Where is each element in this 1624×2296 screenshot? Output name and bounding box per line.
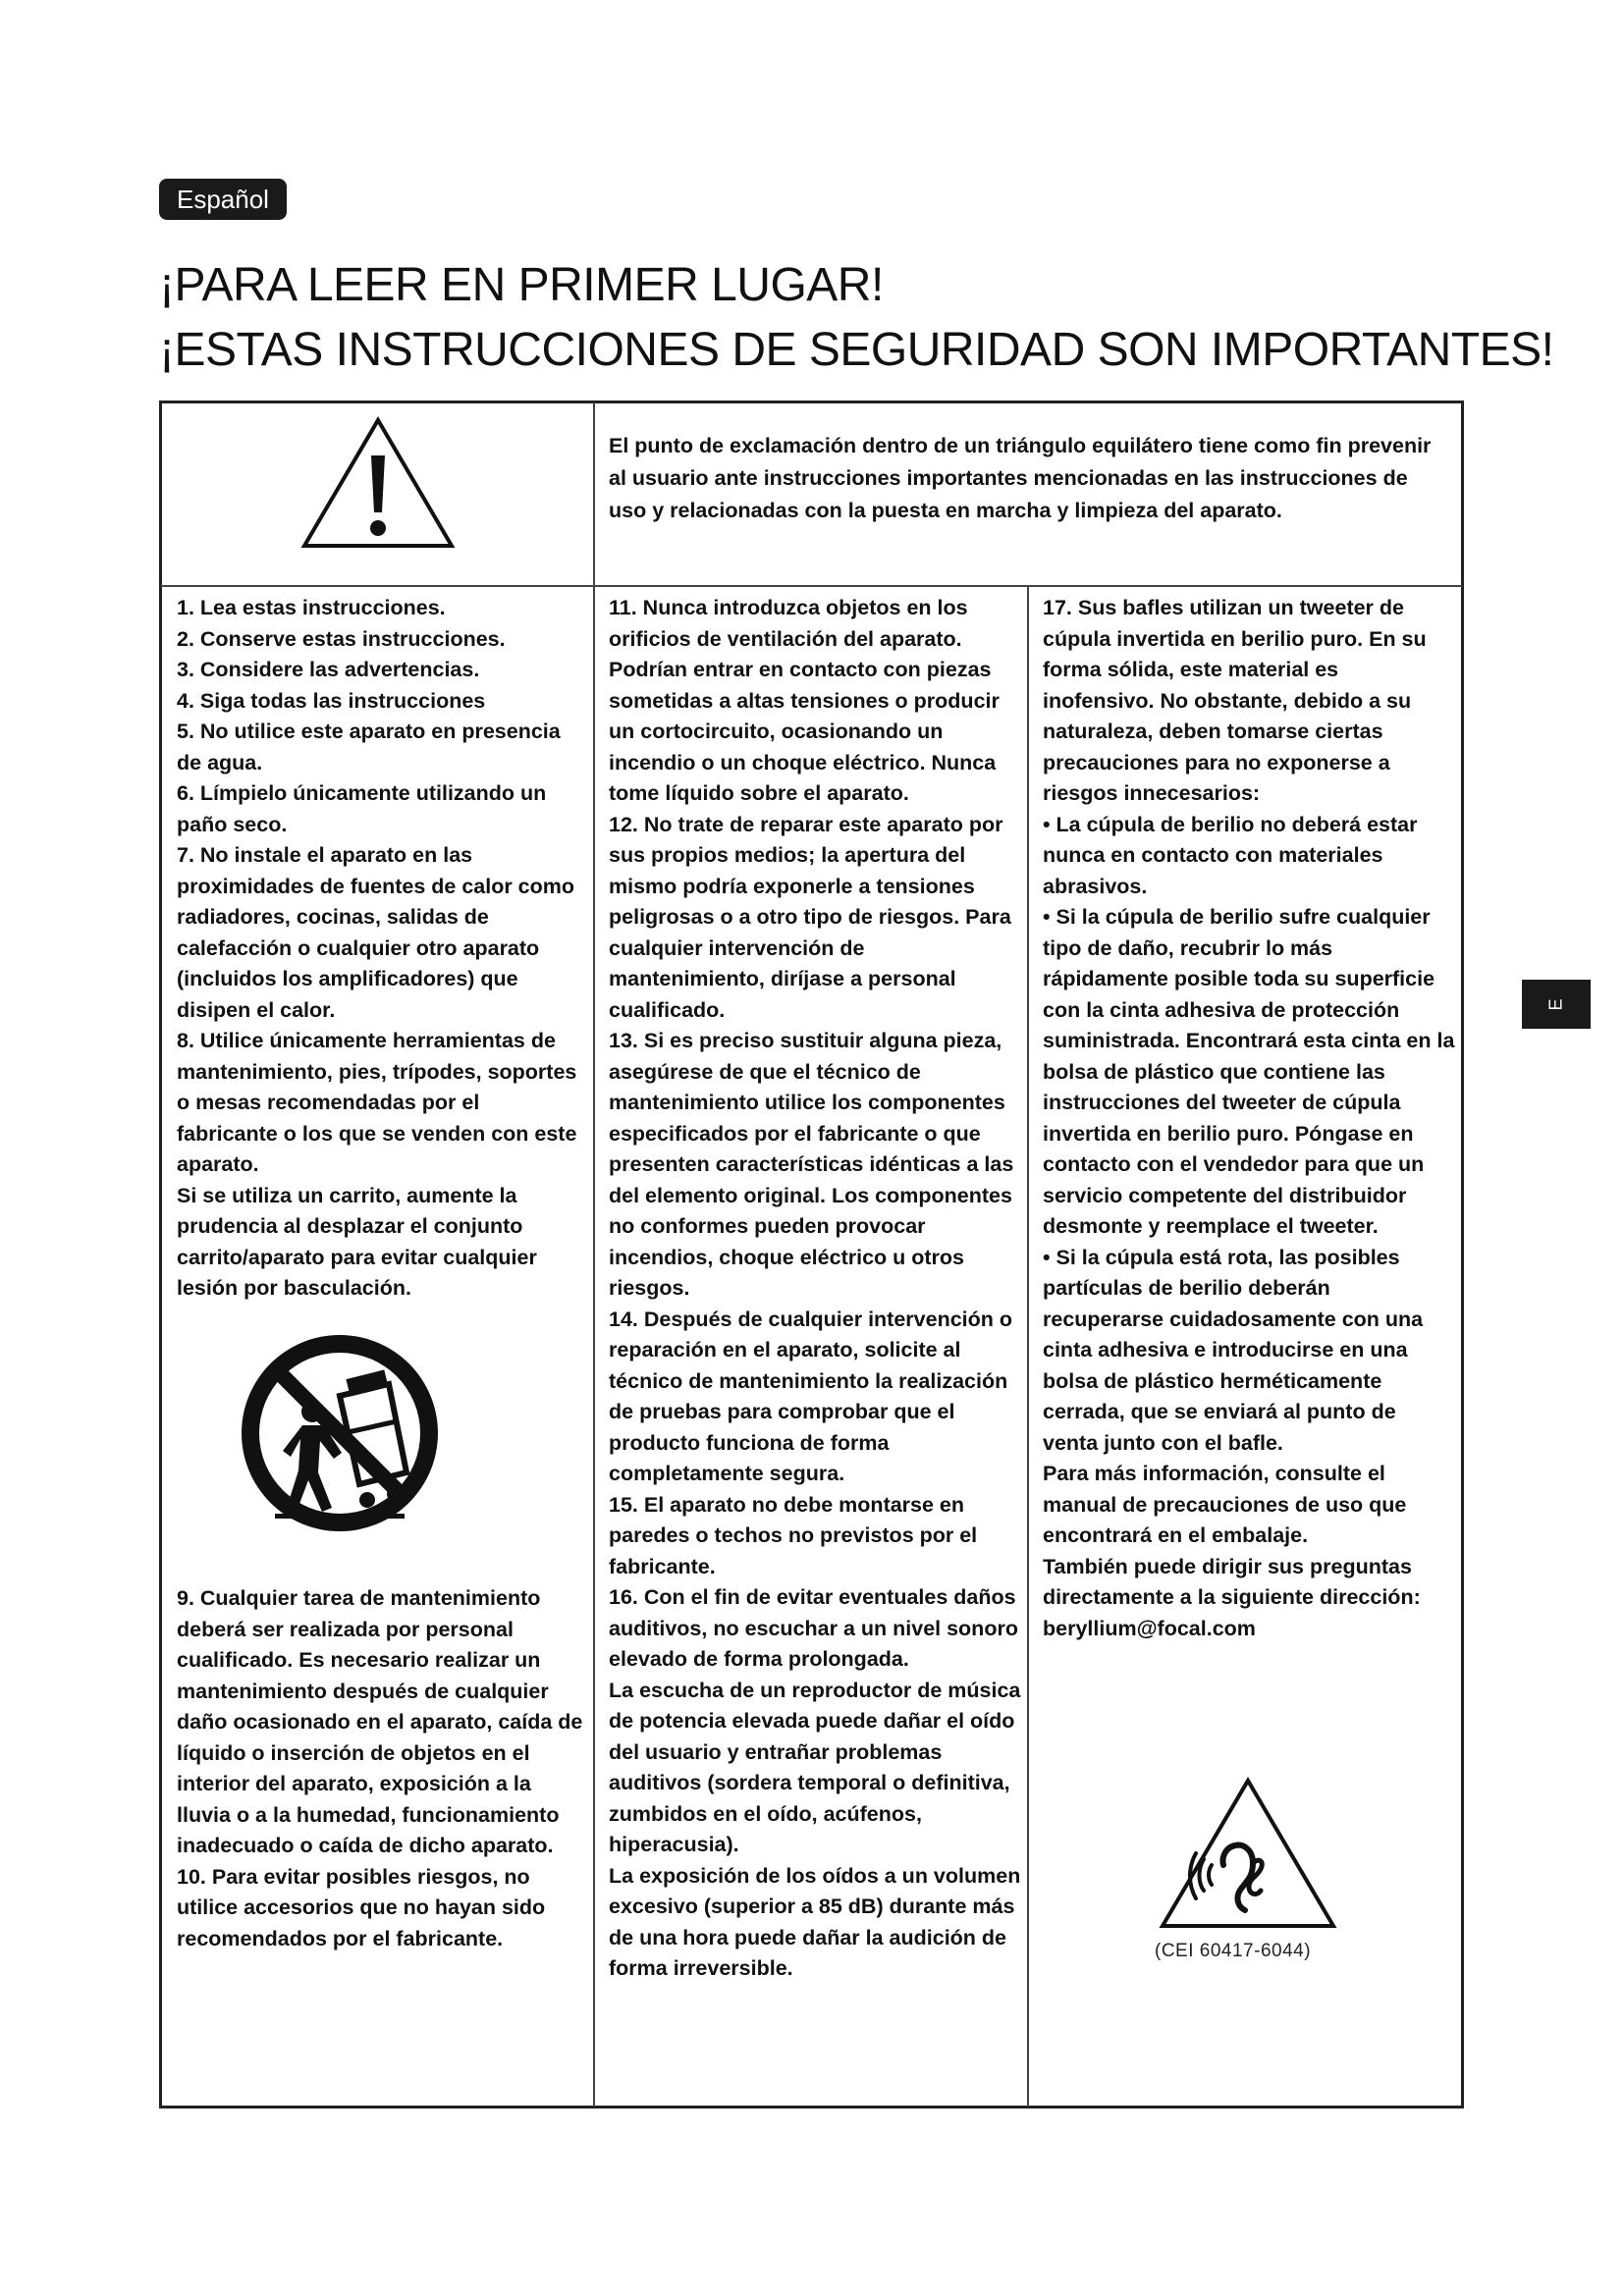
instruction-item: 10. Para evitar posibles riesgos, no utilice accesorios que no hayan sido recomendados por el fabricante. — [177, 1864, 546, 1950]
cart-tip-over-warning-icon — [242, 1335, 438, 1531]
instructions-column-3 — [1043, 593, 1455, 1644]
table-divider — [1027, 585, 1029, 2107]
instruction-item: 12. No trate de reparar este aparato por sus propios medios; la apertura del mismo podría exponerle a tensiones peligrosas o a otro tipo de riesgos. Para cualquier intervención de mantenimiento, diríjase a personal cualificado. — [609, 812, 1011, 1022]
language-badge: Español — [159, 179, 287, 220]
instruction-item: 17. Sus bafles utilizan un tweeter de cúpula invertida en berilio puro. En su forma sólida, este material es inofensivo. No obstante, debido a su naturaleza, deben tomarse ciertas precauciones para no exponerse a riesgos innecesarios: — [1043, 596, 1427, 805]
instruction-item: 11. Nunca introduzca objetos en los orificios de ventilación del aparato. Podrían entrar en contacto con piezas sometidas a altas tensiones o producir un cortocircuito, ocasionando un incendio o un choque eléctrico. Nunca tome líquido sobre el aparato. — [609, 596, 1000, 805]
instruction-item: 7. No instale el aparato en las proximidades de fuentes de calor como radiadores, cocinas, salidas de calefacción o cualquier otro aparato (incluidos los amplificadores) que disipen el calor. — [177, 843, 575, 1022]
instruction-item: 1. Lea estas instrucciones. — [177, 596, 446, 619]
instruction-item: 3. Considere las advertencias. — [177, 658, 480, 681]
instruction-item: 9. Cualquier tarea de mantenimiento deberá ser realizada por personal cualificado. Es necesario realizar un mantenimiento después de cualquier daño ocasionado en el aparato, caída de líquido o inserción de objetos en el interior del aparato, exposición a la lluvia o a la humedad, funcionamiento inadecuado o caída de dicho aparato. — [177, 1586, 583, 1857]
instructions-column-1-bottom — [177, 1583, 584, 1954]
side-tab-label: E — [1545, 997, 1566, 1011]
table-divider — [593, 402, 595, 2107]
instructions-column-1 — [177, 593, 584, 1305]
instruction-item: También puede dirigir sus preguntas directamente a la siguiente dirección: beryllium@focal.com — [1043, 1554, 1421, 1640]
instruction-item: 6. Límpielo únicamente utilizando un paño seco. — [177, 781, 547, 836]
instruction-item: La escucha de un reproductor de música de potencia elevada puede dañar el oído del usuario y entrañar problemas auditivos (sordera temporal o definitiva, zumbidos en el oído, acúfenos, hiperacusia). — [609, 1678, 1021, 1856]
table-divider — [161, 585, 1462, 587]
instruction-item: • Si la cúpula está rota, las posibles partículas de berilio deberán recuperarse cuidadosamente con una cinta adhesiva e introducirse en una bolsa de plástico herméticamente cerrada, que se enviará al punto de venta junto con el bafle. — [1043, 1245, 1424, 1455]
warning-triangle-icon — [295, 414, 461, 552]
instruction-item: La exposición de los oídos a un volumen excesivo (superior a 85 dB) durante más de una hora puede dañar la audición de forma irreversible. — [609, 1863, 1021, 1980]
title-line-1: ¡PARA LEER EN PRIMER LUGAR! — [159, 259, 884, 311]
hearing-icon-caption: (CEI 60417-6044) — [1155, 1941, 1312, 1961]
instruction-item: 15. El aparato no debe montarse en paredes o techos no previstos por el fabricante. — [609, 1492, 978, 1578]
instruction-item: Si se utiliza un carrito, aumente la prudencia al desplazar el conjunto carrito/aparato para evitar cualquier lesión por basculación. — [177, 1183, 537, 1300]
page-title — [159, 253, 1554, 383]
instruction-item: • Si la cúpula de berilio sufre cualquier tipo de daño, recubrir lo más rápidamente posible toda su superficie con la cinta adhesiva de protección suministrada. Encontrará esta cinta en la bolsa de plástico que contiene las instrucciones del tweeter de cúpula invertida en berilio puro. Póngase en contacto con el vendedor para que un servicio competente del distribuidor desmonte y reemplace el tweeter. — [1043, 905, 1455, 1238]
language-side-tab — [1522, 980, 1591, 1029]
title-line-2: ¡ESTAS INSTRUCCIONES DE SEGURIDAD SON IMPORTANTES! — [159, 324, 1554, 376]
warning-intro-text: El punto de exclamación dentro de un triángulo equilátero tiene como fin prevenir al usuario ante instrucciones importantes mencionadas en las instrucciones de uso y relacionadas con la puesta en marcha y limpieza del aparato. — [609, 434, 1432, 522]
instruction-item: • La cúpula de berilio no deberá estar nunca en contacto con materiales abrasivos. — [1043, 812, 1418, 898]
instruction-item: 14. Después de cualquier intervención o reparación en el aparato, solicite al técnico de mantenimiento la realización de pruebas para comprobar que el producto funciona de forma completamente segura. — [609, 1307, 1013, 1485]
instruction-item: 8. Utilice únicamente herramientas de mantenimiento, pies, trípodes, soportes o mesas recomendadas por el fabricante o los que se venden con este aparato. — [177, 1029, 577, 1176]
instruction-item: 16. Con el fin de evitar eventuales daños auditivos, no escuchar a un nivel sonoro elevado de forma prolongada. — [609, 1585, 1018, 1671]
instructions-column-2 — [609, 593, 1021, 1985]
instruction-item: Para más información, consulte el manual de precauciones de uso que encontrará en el embalaje. — [1043, 1462, 1407, 1547]
instruction-item: 5. No utilice este aparato en presencia de agua. — [177, 720, 561, 774]
instruction-item: 2. Conserve estas instrucciones. — [177, 626, 506, 651]
instruction-item: 4. Siga todas las instrucciones — [177, 688, 486, 713]
instruction-item: 13. Si es preciso sustituir alguna pieza, asegúrese de que el técnico de mantenimiento utilice los componentes especificados por el fabricante o que presenten características idénticas a las del elemento original. Los componentes no conformes pueden provocar incendios, choque eléctrico u otros riesgos. — [609, 1029, 1014, 1300]
hearing-damage-warning-icon — [1155, 1775, 1341, 1932]
